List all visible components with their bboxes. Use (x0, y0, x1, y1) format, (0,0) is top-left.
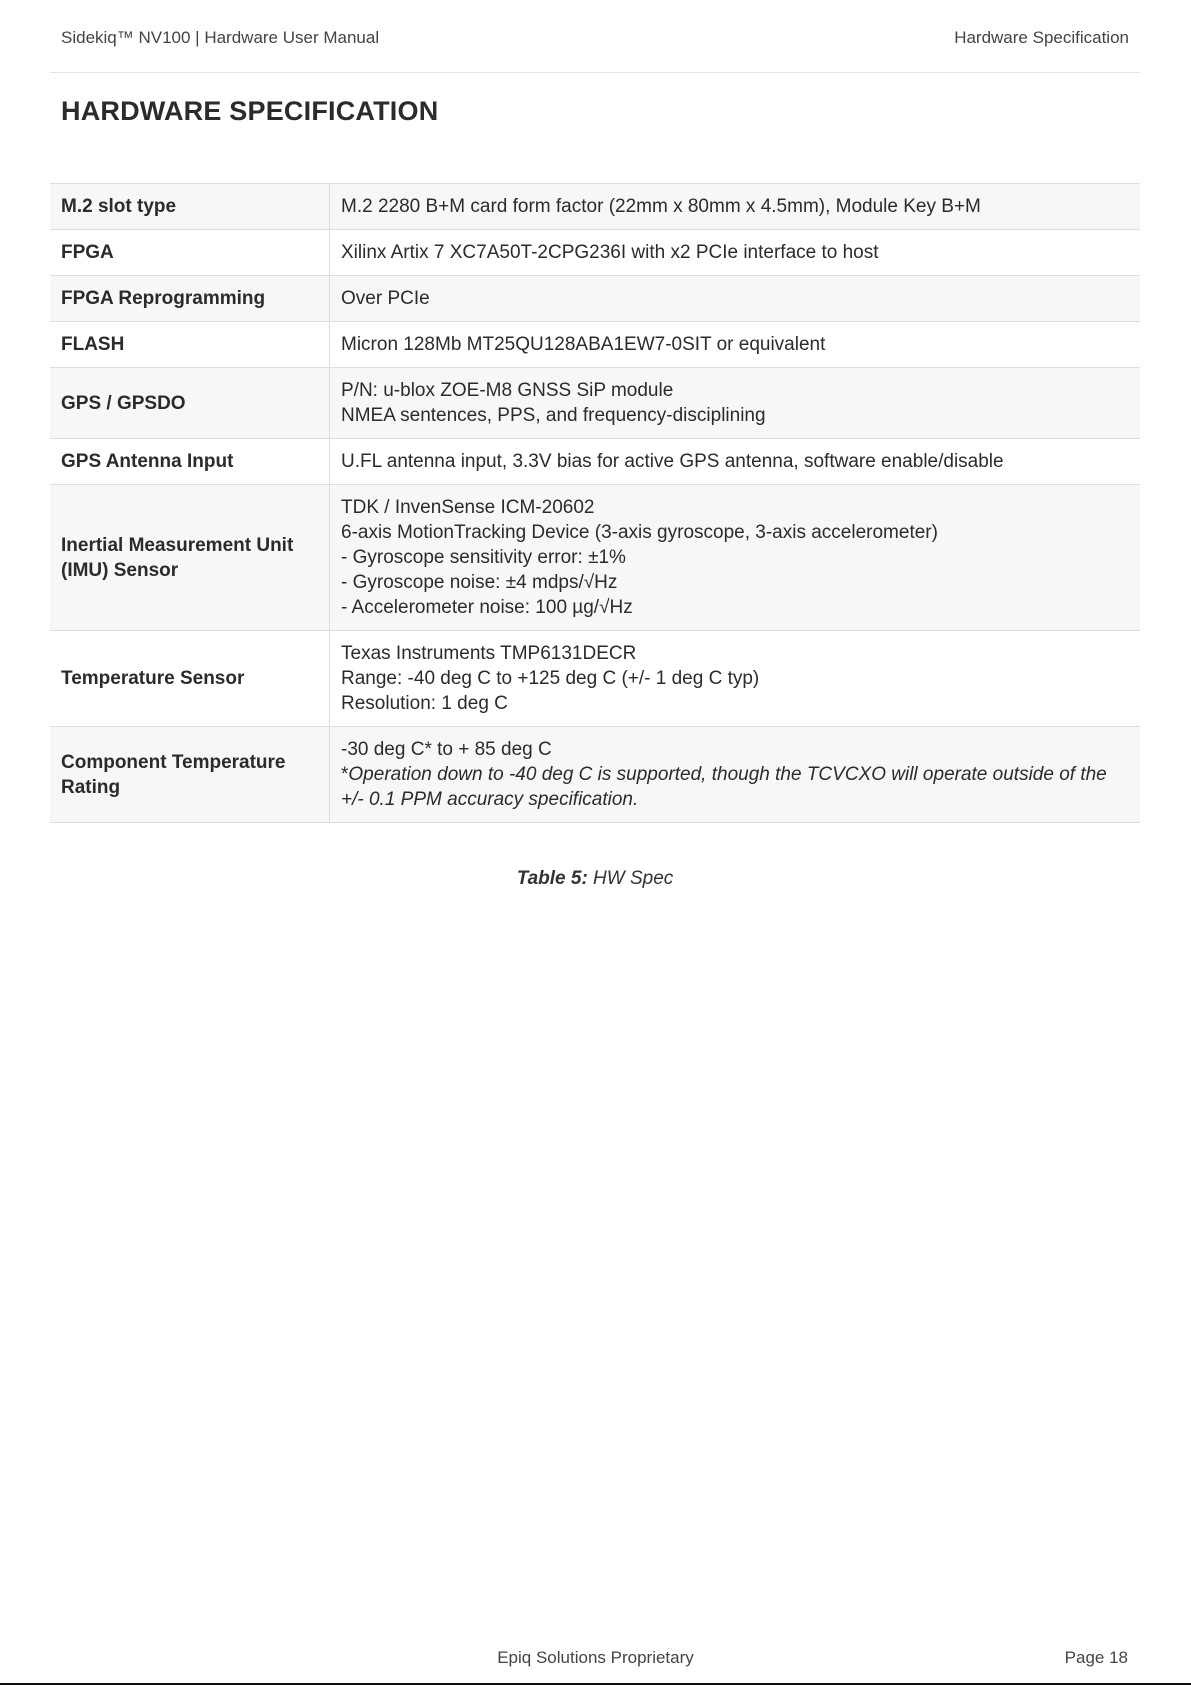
value-line: Over PCIe (341, 288, 430, 309)
row-key: FPGA (50, 230, 330, 276)
table-row (50, 276, 1140, 322)
value-line: P/N: u-blox ZOE-M8 GNSS SiP module (341, 380, 674, 401)
value-line: Range: -40 deg C to +125 deg C (+/- 1 deg C typ) (341, 668, 760, 689)
value-line: TDK / InvenSense ICM-20602 (341, 497, 595, 518)
value-line: - Accelerometer noise: 100 µg/√Hz (341, 597, 633, 618)
footer-proprietary: Epiq Solutions Proprietary (497, 1648, 694, 1667)
row-value (330, 631, 1141, 727)
row-key: GPS / GPSDO (50, 368, 330, 439)
page-header (50, 0, 1140, 73)
value-line: - Gyroscope noise: ±4 mdps/√Hz (341, 572, 618, 593)
row-key: Inertial Measurement Unit (IMU) Sensor (50, 485, 330, 631)
row-value (330, 727, 1141, 823)
value-line: NMEA sentences, PPS, and frequency-disciplining (341, 405, 766, 426)
page-title: HARDWARE SPECIFICATION (61, 96, 439, 126)
row-value (330, 322, 1141, 368)
note-text: Operation down to -40 deg C is supported, though the TCVCXO will operate outside of the +/- 0.1 PPM accuracy specification. (341, 764, 1107, 810)
value-line: M.2 2280 B+M card form factor (22mm x 80mm x 4.5mm), Module Key B+M (341, 196, 981, 217)
row-value (330, 439, 1141, 485)
table-row (50, 184, 1140, 230)
hw-spec-table (50, 183, 1140, 823)
caption-text: HW Spec (587, 868, 674, 889)
value-line: Texas Instruments TMP6131DECR (341, 643, 637, 664)
table-row (50, 485, 1140, 631)
value-line: Resolution: 1 deg C (341, 693, 508, 714)
row-key: GPS Antenna Input (50, 439, 330, 485)
row-key: M.2 slot type (50, 184, 330, 230)
table-row (50, 368, 1140, 439)
value-note (341, 762, 1129, 812)
header-section-title: Hardware Specification (954, 28, 1129, 47)
row-key: Temperature Sensor (50, 631, 330, 727)
row-value (330, 184, 1141, 230)
table-row (50, 322, 1140, 368)
row-value (330, 276, 1141, 322)
table-row (50, 439, 1140, 485)
row-key: FPGA Reprogramming (50, 276, 330, 322)
value-line: Micron 128Mb MT25QU128ABA1EW7-0SIT or equivalent (341, 334, 826, 355)
row-value (330, 368, 1141, 439)
value-line: - Gyroscope sensitivity error: ±1% (341, 547, 626, 568)
value-line: U.FL antenna input, 3.3V bias for active GPS antenna, software enable/disable (341, 451, 1004, 472)
row-value (330, 485, 1141, 631)
page-footer (0, 1640, 1191, 1685)
table-row (50, 230, 1140, 276)
table-row (50, 727, 1140, 823)
row-key: FLASH (50, 322, 330, 368)
row-key: Component Temperature Rating (50, 727, 330, 823)
table-caption (50, 868, 1140, 890)
value-line: -30 deg C* to + 85 deg C (341, 739, 552, 760)
header-document-title: Sidekiq™ NV100 | Hardware User Manual (61, 28, 380, 47)
caption-label: Table 5: (516, 868, 588, 889)
value-line: Xilinx Artix 7 XC7A50T-2CPG236I with x2 PCIe interface to host (341, 242, 879, 263)
note-asterisk: * (341, 764, 349, 785)
table-row (50, 631, 1140, 727)
row-value (330, 230, 1141, 276)
footer-page-number: Page 18 (1064, 1648, 1128, 1667)
value-line: 6-axis MotionTracking Device (3-axis gyroscope, 3-axis accelerometer) (341, 522, 938, 543)
